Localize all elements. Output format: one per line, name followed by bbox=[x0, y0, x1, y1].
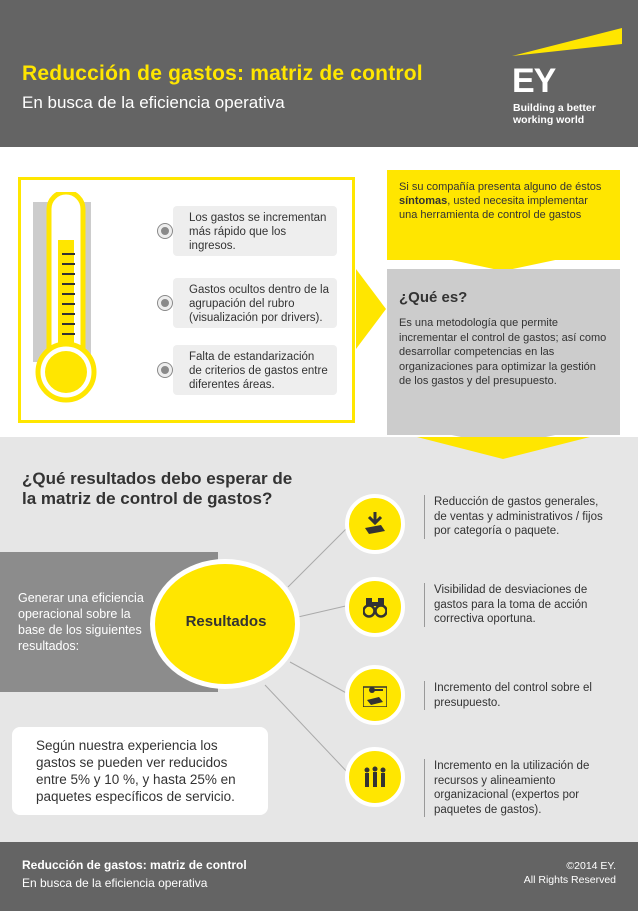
page-title: Reducción de gastos: matriz de control bbox=[22, 62, 423, 85]
what-is-box bbox=[387, 269, 620, 435]
result-2-text bbox=[424, 583, 609, 627]
ey-logo: EY bbox=[512, 62, 556, 100]
symptom-1-text: Los gastos se incrementan más rápido que los ingresos. bbox=[189, 212, 327, 252]
people-group-icon bbox=[363, 765, 387, 789]
callout-text-2: , usted necesita implementar una herramienta de control de gastos bbox=[399, 195, 588, 221]
callout-text-1: Si su compañía presenta alguno de éstos bbox=[399, 181, 602, 193]
results-side-text-content: Generar una eficiencia operacional sobre la base de los siguientes resultados: bbox=[18, 591, 144, 653]
copyright-line-2: All Rights Reserved bbox=[523, 874, 616, 886]
symptom-3 bbox=[173, 345, 337, 395]
what-is-body: Es una metodología que permite incrementar el control de gastos; así como desarrollar competencias en las organizaciones para optimizar la gestión de los gastos y del presupuesto. bbox=[399, 317, 607, 387]
footer bbox=[0, 842, 638, 911]
money-down-icon bbox=[363, 512, 387, 536]
result-4-text-content: Incremento en la utilización de recursos y alineamiento organizacional (expertos por paquetes de gastos). bbox=[434, 760, 590, 816]
experience-quote-text: Según nuestra experiencia los gastos se pueden ver reducidos entre 5% y 10 %, y hasta 25% en paquetes específicos de servicio. bbox=[36, 738, 236, 804]
footer-copyright bbox=[524, 859, 616, 887]
result-3-text-content: Incremento del control sobre el presupuesto. bbox=[434, 682, 592, 709]
copyright-line-1: ©2014 EY. bbox=[566, 860, 616, 872]
result-4-text bbox=[424, 759, 609, 817]
symptom-1-dot-icon bbox=[158, 224, 172, 238]
result-1-text-content: Reducción de gastos generales, de ventas y administrativos / fijos por categoría o paquete. bbox=[434, 496, 603, 537]
result-2-text-content: Visibilidad de desviaciones de gastos para la toma de acción correctiva oportuna. bbox=[434, 584, 588, 625]
result-3-text bbox=[424, 681, 609, 710]
symptom-2 bbox=[173, 278, 337, 328]
symptom-callout bbox=[387, 170, 620, 260]
key-money-icon bbox=[363, 683, 387, 707]
result-4-icon-circle bbox=[345, 747, 405, 807]
binoculars-icon bbox=[363, 595, 387, 619]
symptom-1 bbox=[173, 206, 337, 256]
result-1-text bbox=[424, 495, 609, 539]
result-2-icon-circle bbox=[345, 577, 405, 637]
what-is-title: ¿Qué es? bbox=[399, 289, 468, 306]
experience-quote bbox=[12, 727, 268, 815]
footer-title: Reducción de gastos: matriz de control bbox=[22, 858, 247, 872]
symptom-3-text: Falta de estandarización de criterios de gastos entre diferentes áreas. bbox=[189, 351, 328, 391]
callout-text-bold: síntomas bbox=[399, 195, 448, 207]
results-title-line-2: la matriz de control de gastos? bbox=[22, 489, 273, 508]
chevron-right-icon bbox=[356, 269, 386, 349]
symptom-2-dot-icon bbox=[158, 296, 172, 310]
results-center-label: Resultados bbox=[185, 613, 267, 630]
result-1-icon-circle bbox=[345, 494, 405, 554]
tagline-line-2: working world bbox=[513, 114, 585, 126]
thermometer-panel bbox=[18, 177, 355, 423]
results-title-line-1: ¿Qué resultados debo esperar de bbox=[22, 469, 293, 488]
footer-subtitle: En busca de la eficiencia operativa bbox=[22, 876, 208, 890]
page-subtitle: En busca de la eficiencia operativa bbox=[22, 93, 285, 112]
result-3-icon-circle bbox=[345, 665, 405, 725]
ey-tagline bbox=[513, 102, 596, 126]
symptom-3-dot-icon bbox=[158, 363, 172, 377]
symptom-2-text: Gastos ocultos dentro de la agrupación del rubro (visualización por drivers). bbox=[189, 284, 329, 324]
tagline-line-1: Building a better bbox=[513, 102, 596, 114]
results-section bbox=[0, 437, 638, 842]
thermometer-icon bbox=[29, 192, 109, 407]
header bbox=[0, 0, 638, 147]
symptoms-section bbox=[0, 147, 638, 437]
